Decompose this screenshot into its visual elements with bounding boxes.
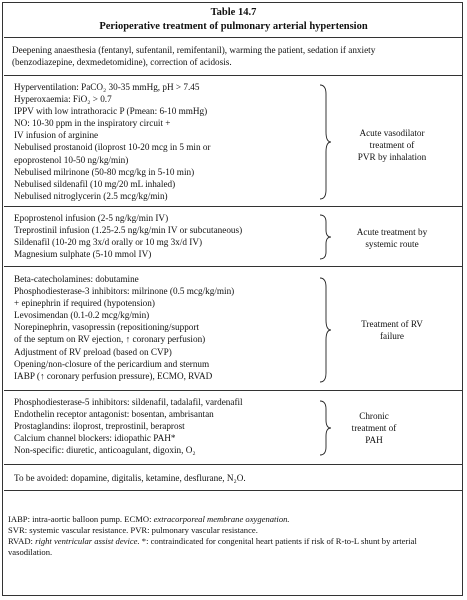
divider xyxy=(4,390,463,391)
list-item: Norepinephrin, vasopressin (repositioning/support xyxy=(14,322,199,333)
table-number: Table 14.7 xyxy=(210,7,257,18)
section-label: Chronic treatment of PAH xyxy=(351,411,397,446)
brace xyxy=(318,400,332,456)
list-item: Endothelin receptor antagonist: bosentan, ambrisantan xyxy=(14,409,214,420)
footnote-line: IABP: intra-aortic balloon pump. ECMO: extracorporeal membrane oxygenation. xyxy=(8,514,290,524)
list-item: Nebulised milrinone (50-80 mcg/kg in 5-10 min) xyxy=(14,166,195,177)
divider xyxy=(4,75,463,76)
divider xyxy=(4,464,463,465)
section-label: Treatment of RV failure xyxy=(361,319,423,342)
footnote-line: vasodilation. xyxy=(8,547,53,557)
list-item: epoprostenol 10-50 ng/kg/min) xyxy=(14,154,129,165)
intro-line: (benzodiazepine, dexmedetomidine), correction of acidosis. xyxy=(12,57,232,68)
brace xyxy=(318,214,332,260)
section-label: Acute vasodilator treatment of PVR by inhalation xyxy=(357,128,427,163)
list-item: Epoprostenol infusion (2-5 ng/kg/min IV) xyxy=(14,213,169,223)
list-item: Non-specific: diuretic, anticoagulant, digoxin, O₂ xyxy=(14,445,196,456)
list-item: Nebulised sildenafil (10 mg/20 mL inhaled) xyxy=(14,178,176,189)
list-item: Nebulised prostanoid (iloprost 10-20 mcg in 5 min or xyxy=(14,142,211,153)
section-chronic xyxy=(14,396,243,456)
section-inhalation xyxy=(14,81,211,202)
list-item: NO: 10-30 ppm in the inspiratory circuit + xyxy=(14,118,171,129)
section-systemic xyxy=(14,212,242,260)
list-item: Nebulised nitroglycerin (2.5 mcg/kg/min) xyxy=(14,190,168,201)
list-item: Adjustment of RV preload (based on CVP) xyxy=(14,346,172,357)
divider xyxy=(4,206,463,207)
brace xyxy=(318,84,332,200)
list-item: IABP (↑ coronary perfusion pressure), ECMO, RVAD xyxy=(14,370,213,381)
footnote-line: RVAD: right ventricular assist device. *: contraindicated for congenital heart patients if risk of R-to-L shunt by arterial xyxy=(8,536,417,546)
divider xyxy=(4,266,463,267)
list-item: + epinephrin if required (hypotension) xyxy=(14,298,155,309)
section-label: Acute treatment by systemic route xyxy=(356,227,428,250)
intro-text xyxy=(12,44,375,68)
intro-line: Deepening anaesthesia (fentanyl, sufentanil, remifentanil), warming the patient, sedation if anxiety xyxy=(12,45,376,55)
list-item: Levosimendan (0.1-0.2 mcg/kg/min) xyxy=(14,310,150,321)
table-title: Perioperative treatment of pulmonary arterial hypertension xyxy=(99,21,368,32)
footnote-line: SVR: systemic vascular resistance. PVR: pulmonary vascular resistance. xyxy=(8,525,258,535)
divider-top xyxy=(4,37,463,38)
list-item: Phosphodiesterase-3 inhibitors: milrinone (0.5 mcg/kg/min) xyxy=(14,286,235,297)
list-item: Opening/non-closure of the pericardium and sternum xyxy=(14,358,210,369)
list-item: IV infusion of arginine xyxy=(14,130,99,141)
list-item: of the septum on RV ejection, ↑ coronary perfusion) xyxy=(14,334,206,345)
brace xyxy=(318,277,332,383)
list-item: Calcium channel blockers: idiopathic PAH* xyxy=(14,433,176,444)
section-rv-failure xyxy=(14,273,234,382)
footnotes xyxy=(8,514,417,558)
list-item: Prostaglandins: iloprost, treprostinil, beraprost xyxy=(14,421,185,432)
list-item: Phosphodiesterase-5 inhibitors: sildenafil, tadalafil, vardenafil xyxy=(14,397,243,407)
list-item: Magnesium sulphate (5-10 mmol IV) xyxy=(14,249,152,260)
list-item: Beta-catecholamines: dobutamine xyxy=(14,274,139,284)
list-item: Sildenafil (10-20 mg 3x/d orally or 10 mg 3x/d IV) xyxy=(14,237,203,248)
list-item: IPPV with low intrathoracic P (Pmean: 6-10 mmHg) xyxy=(14,106,208,117)
list-item: Hyperoxaemia: FiO₂ > 0.7 xyxy=(14,94,112,105)
divider xyxy=(4,490,463,491)
list-item: Treprostinil infusion (1.25-2.5 ng/kg/min IV or subcutaneous) xyxy=(14,225,243,236)
avoid-text: To be avoided: dopamine, digitalis, ketamine, desflurane, N₂O. xyxy=(14,473,246,483)
list-item: Hyperventilation: PaCO₂ 30-35 mmHg, pH > 7.45 xyxy=(14,82,200,92)
